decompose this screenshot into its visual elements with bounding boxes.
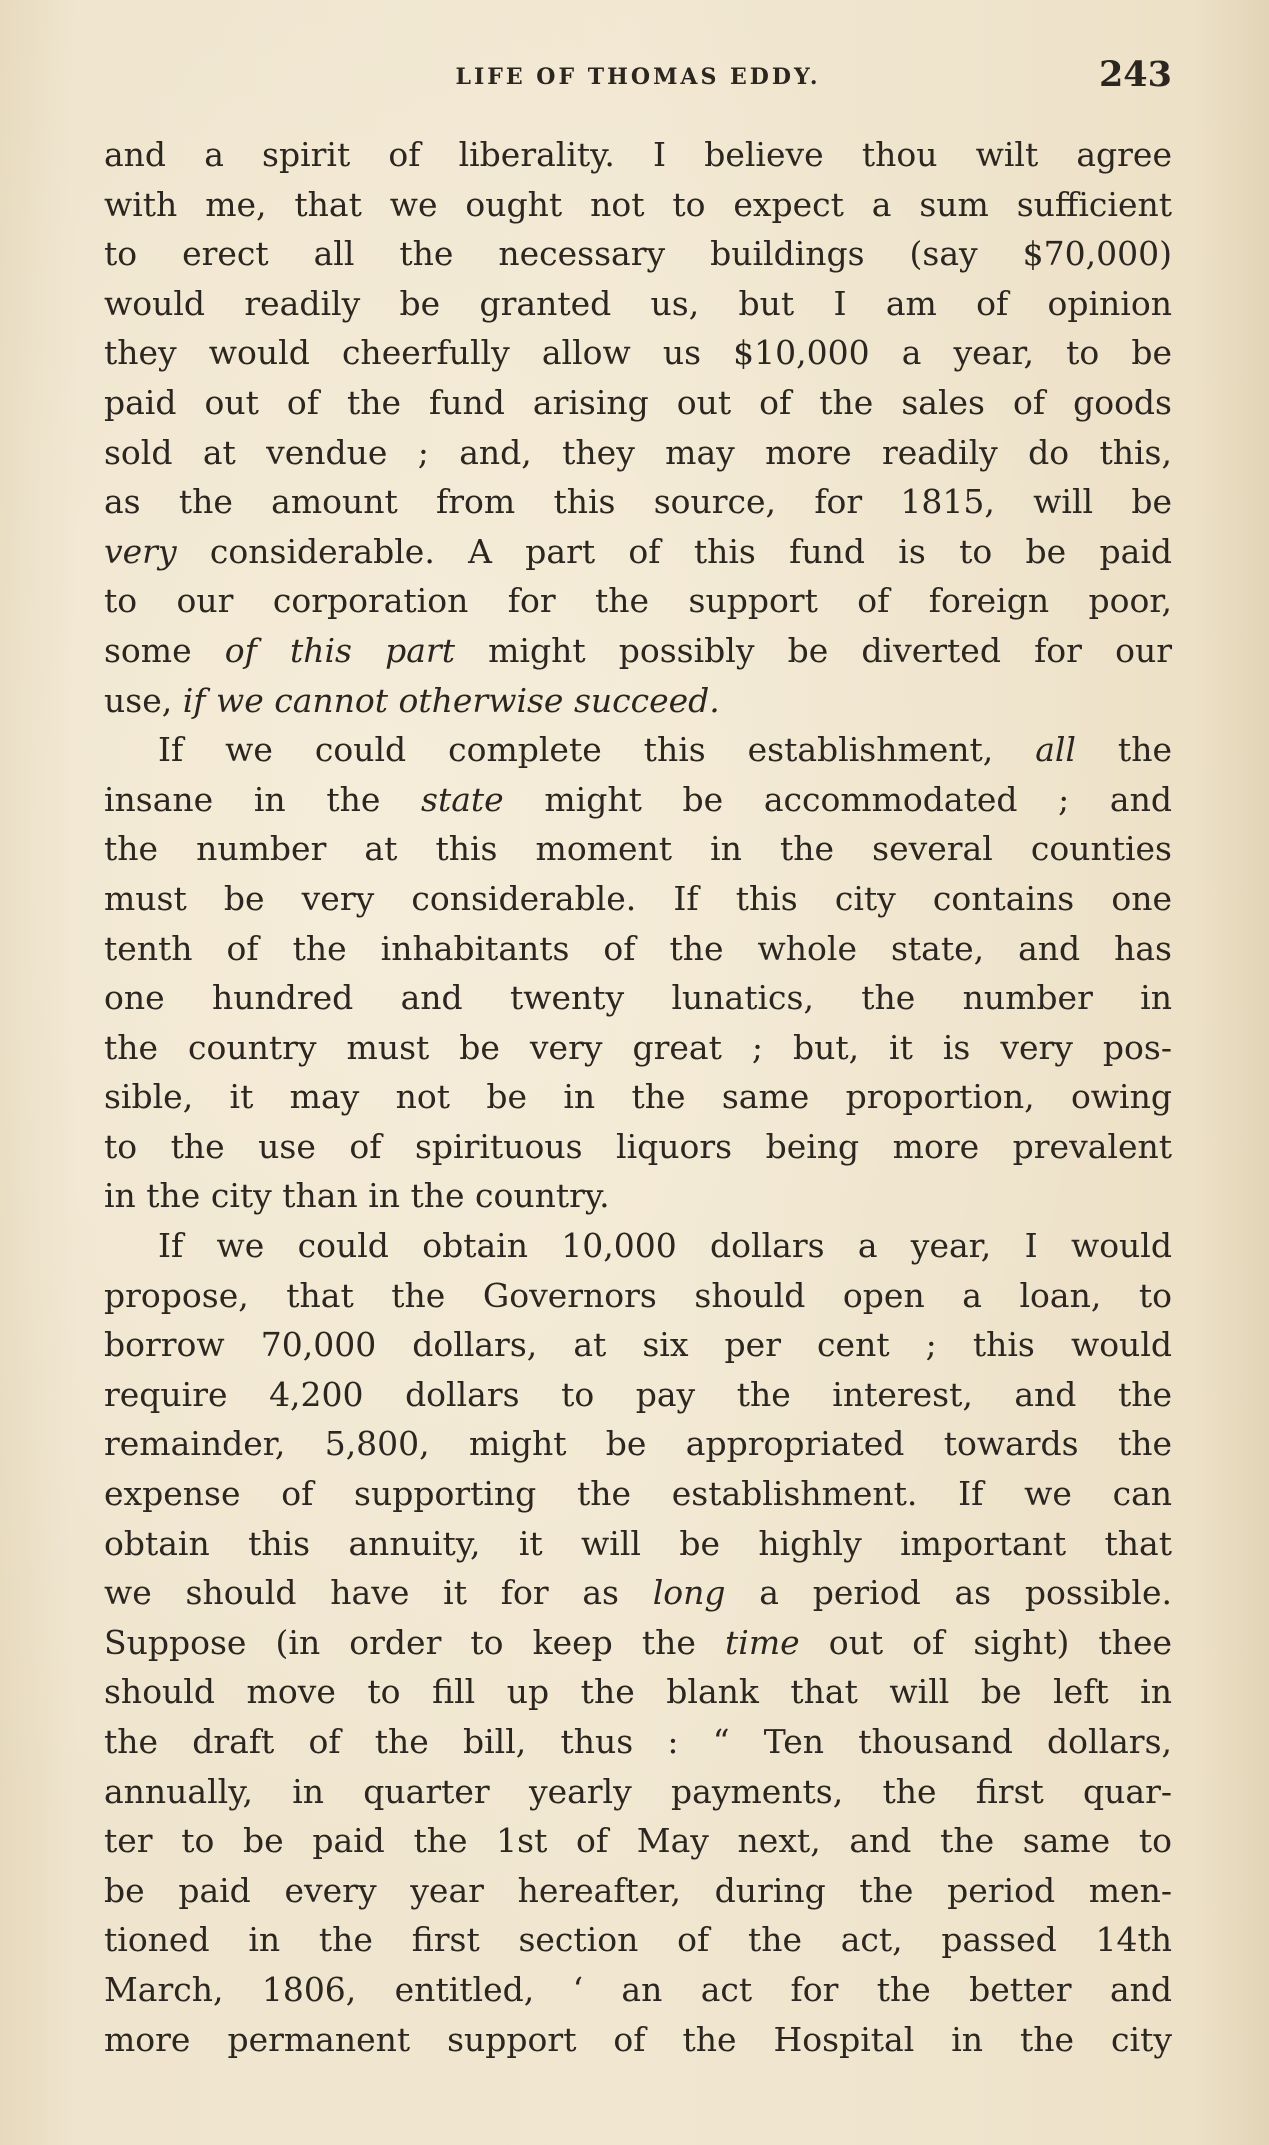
text-span: the xyxy=(1076,730,1172,770)
text-span: the draft of the bill, thus : “ Ten thousand dollars, xyxy=(104,1722,1172,1761)
text-span: insane in the xyxy=(104,779,422,819)
text-span: out of sight) thee xyxy=(799,1622,1172,1662)
text-span: one hundred and twenty lunatics, the number in xyxy=(104,978,1172,1018)
text-line xyxy=(104,2015,1172,2065)
italic-text: very xyxy=(104,531,177,571)
text-span: tioned in the first section of the act, passed 14th xyxy=(104,1920,1172,1960)
text-span: require 4,200 dollars to pay the interest, and the xyxy=(104,1374,1172,1414)
text-span: propose, that the Governors should open a loan, to xyxy=(104,1275,1172,1315)
text-span: paid out of the fund arising out of the sales of goods xyxy=(104,382,1172,422)
italic-text: time xyxy=(725,1622,800,1662)
text-line xyxy=(104,1419,1172,1469)
text-line xyxy=(104,1965,1172,2015)
text-span: might be accommodated ; and xyxy=(503,779,1172,819)
text-span: the country must be very great ; but, it is very pos- xyxy=(104,1027,1172,1067)
text-span: expense of supporting the establishment. If we can xyxy=(104,1474,1172,1514)
text-line xyxy=(104,1866,1172,1916)
text-span: Suppose (in order to keep the xyxy=(104,1622,726,1662)
text-line xyxy=(104,130,1172,180)
text-line xyxy=(104,1717,1172,1767)
text-span: annually, in quarter yearly payments, the first quar- xyxy=(104,1771,1172,1811)
text-line xyxy=(104,973,1172,1023)
italic-text: all xyxy=(1035,730,1076,770)
text-span: If we could obtain 10,000 dollars a year, I would xyxy=(158,1226,1172,1266)
text-span: sible, it may not be in the same proportion, owing xyxy=(104,1077,1172,1117)
text-span: more permanent support of the Hospital in the city xyxy=(104,2019,1172,2059)
text-span: should move to fill up the blank that will be left in xyxy=(104,1672,1172,1712)
text-line xyxy=(104,1816,1172,1866)
text-line xyxy=(104,328,1172,378)
text-line xyxy=(104,1221,1172,1271)
text-line xyxy=(104,626,1172,676)
text-span: as the amount from this source, for 1815, will be xyxy=(104,482,1172,522)
text-line xyxy=(104,874,1172,924)
text-line xyxy=(104,924,1172,974)
text-line xyxy=(104,1072,1172,1122)
text-span: some xyxy=(104,630,225,670)
text-line xyxy=(104,1667,1172,1717)
text-span: might possibly be diverted for our xyxy=(454,630,1172,670)
text-line xyxy=(104,1915,1172,1965)
text-line xyxy=(104,1271,1172,1321)
text-line xyxy=(104,378,1172,428)
text-span: considerable. A part of this fund is to be paid xyxy=(176,531,1172,571)
text-line xyxy=(104,725,1172,775)
text-line xyxy=(104,1618,1172,1668)
page-header xyxy=(104,54,1172,98)
running-head: LIFE OF THOMAS EDDY. xyxy=(455,64,821,90)
italic-text: state xyxy=(421,779,504,819)
text-line xyxy=(104,527,1172,577)
text-span: would readily be granted us, but I am of opinion xyxy=(104,283,1172,323)
italic-text: of this part xyxy=(224,630,455,670)
text-line xyxy=(104,1519,1172,1569)
text-span: to our corporation for the support of foreign poor, xyxy=(104,581,1172,621)
text-span: sold at vendue ; and, they may more readily do this, xyxy=(104,432,1172,472)
text-span: borrow 70,000 dollars, at six per cent ; this would xyxy=(104,1325,1172,1365)
text-span: If we could complete this establishment, xyxy=(158,730,1036,770)
text-line xyxy=(104,775,1172,825)
text-line xyxy=(104,180,1172,230)
text-span: remainder, 5,800, might be appropriated towards the xyxy=(104,1424,1172,1464)
text-span: and a spirit of liberality. I believe thou wilt agree xyxy=(104,135,1172,174)
text-span: tenth of the inhabitants of the whole state, and has xyxy=(104,928,1172,968)
text-span: must be very considerable. If this city contains one xyxy=(104,878,1172,918)
page-number: 243 xyxy=(1098,54,1172,95)
text-line xyxy=(104,1767,1172,1817)
text-span: obtain this annuity, it will be highly important that xyxy=(104,1523,1172,1563)
italic-text: long xyxy=(652,1573,726,1613)
text-span: we should have it for as xyxy=(104,1573,653,1613)
body-text xyxy=(104,130,1172,2064)
text-span: to the use of spirituous liquors being more prevalent xyxy=(104,1126,1172,1166)
text-line xyxy=(104,1122,1172,1172)
text-span: a period as possible. xyxy=(725,1573,1172,1613)
text-span: ter to be paid the 1st of May next, and the same to xyxy=(104,1821,1172,1861)
text-line xyxy=(104,1370,1172,1420)
text-line xyxy=(104,1023,1172,1073)
text-span: use, xyxy=(104,680,183,720)
text-line xyxy=(104,1469,1172,1519)
text-line xyxy=(104,824,1172,874)
text-line xyxy=(104,477,1172,527)
text-line xyxy=(104,1171,1172,1221)
text-span: be paid every year hereafter, during the period men- xyxy=(104,1870,1172,1910)
text-span: the number at this moment in the several counties xyxy=(104,829,1172,869)
text-span: to erect all the necessary buildings (say $70,000) xyxy=(104,234,1172,274)
text-line xyxy=(104,676,1172,726)
text-span: March, 1806, entitled, ‘ an act for the better and xyxy=(104,1969,1172,2009)
text-line xyxy=(104,1320,1172,1370)
text-line xyxy=(104,279,1172,329)
text-span: in the city than in the country. xyxy=(104,1176,610,1216)
text-line xyxy=(104,428,1172,478)
text-span: they would cheerfully allow us $10,000 a year, to be xyxy=(104,333,1172,373)
text-line xyxy=(104,1568,1172,1618)
text-line xyxy=(104,576,1172,626)
text-span: with me, that we ought not to expect a sum sufficient xyxy=(104,184,1172,224)
italic-text: if we cannot otherwise succeed. xyxy=(182,680,720,720)
text-line xyxy=(104,229,1172,279)
